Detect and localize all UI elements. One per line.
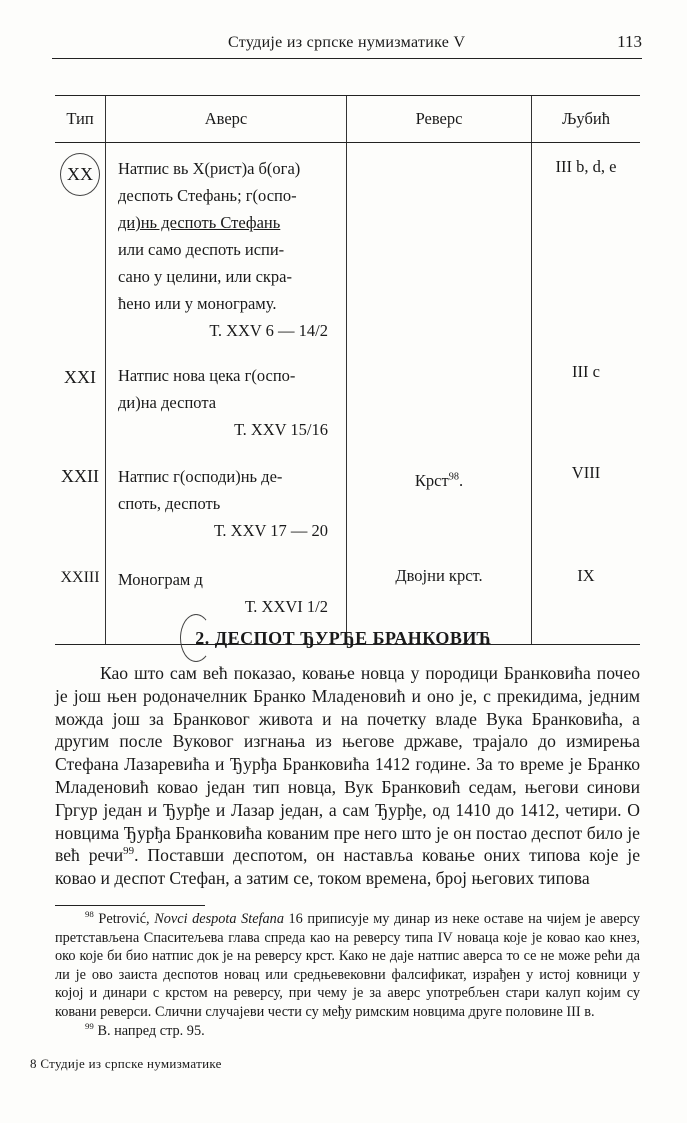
footnote-text: В. напред стр. 95. <box>97 1022 205 1039</box>
ljubic-cell: III b, d, e <box>532 143 641 363</box>
page-number: 113 <box>617 32 642 51</box>
tip-value: XXII <box>61 466 99 486</box>
revers-punct: . <box>458 471 464 490</box>
avers-cell <box>106 362 347 463</box>
body-paragraph <box>55 662 640 890</box>
avers-line: деспоть Стефань; г(оспо- <box>118 186 297 205</box>
plate-reference: Т. XXV 17 — 20 <box>213 521 328 540</box>
table-row <box>55 143 640 363</box>
tip-cell <box>55 143 106 363</box>
running-title: Студије из српске нумизматике V <box>228 34 466 51</box>
tip-value: XXI <box>64 367 96 387</box>
running-header <box>52 32 642 59</box>
avers-line: Натпис г(осподи)нь де- <box>118 467 283 486</box>
ljubic-cell: IX <box>532 566 641 645</box>
ljubic-cell: VIII <box>532 463 641 566</box>
col-header-revers: Реверс <box>347 96 532 143</box>
footnote-ref: 99 <box>123 845 135 858</box>
footnote-98 <box>55 910 640 1022</box>
avers-line: ди)нь деспоть Стефань <box>118 213 281 232</box>
avers-line: сано у целини, или скра- <box>118 267 292 286</box>
footnote-number: 99 <box>85 1020 94 1031</box>
avers-line: или само деспоть испи- <box>118 240 285 259</box>
footnote-text: 16 приписује му динар из неке оставе на чијем је аверсу претстављена Спаситељева глава спреда као на реверсу типа IV новаца које је ковао као кнез, око које би био натпис док је на реверсу крст. Како не даје натпис аверса то се не може рећи да ли је ово заиста деспотов новац или средњевековни фалсификат, израђен у истој ковници у којој и динари с крстом на реверсу, при чему је за аверс употребљен стари калуп којим су ковани реверси. Слични случајеви чести су међу римским новцима друге половине III в. <box>55 911 641 1020</box>
col-header-avers: Аверс <box>106 96 347 143</box>
revers-cell <box>347 143 532 363</box>
ljubic-cell: III c <box>532 362 641 463</box>
revers-text: Крст <box>414 471 449 490</box>
footnote-rule <box>55 905 205 906</box>
section-title: 2. ДЕСПОТ ЂУРЂЕ БРАНКОВИЋ <box>195 628 492 648</box>
footnote-99 <box>55 1022 640 1041</box>
revers-cell <box>347 362 532 463</box>
col-header-ljubic: Љубић <box>532 96 641 143</box>
plate-reference: Т. XXV 15/16 <box>234 420 328 439</box>
tip-value: XXIII <box>60 569 100 586</box>
avers-cell <box>106 143 347 363</box>
footnote-work-title: Novci despota Stefana <box>154 911 284 927</box>
col-header-tip: Тип <box>55 96 106 143</box>
avers-line: ди)на деспота <box>118 393 217 412</box>
body-text-part2: . Поставши деспотом, он наставља ковање оних типова које је ковао и деспот Стефан, а затим се, током времена, број његових типова <box>55 845 641 889</box>
avers-line: Монограм д <box>118 570 203 589</box>
footnote-ref: 98 <box>448 471 459 483</box>
avers-line: Натпис нова цека г(оспо- <box>118 366 296 385</box>
footnote-author: Petrović, <box>98 911 150 927</box>
coin-types-table <box>55 95 640 645</box>
tip-cell <box>55 362 106 463</box>
printer-signature: 8 Студије из српске нумизматике <box>30 1056 222 1071</box>
revers-cell <box>347 463 532 566</box>
revers-cell: Двојни крст. <box>347 566 532 645</box>
footnote-number: 98 <box>85 909 94 920</box>
body-text-part1: Као што сам већ показао, ковање новца у породици Бранковића почео је још њен родоначелник Бранко Младеновић и оно је, с прекидима, једним можда још за Бранковог живота и на почетку владе Вука Бранковића, а другим после Вуковог изгнања из његове државе, трајало до измирења Стефана Лазаревића и Ђурђа Бранковића 1412 године. За то време је Бранко Младеновић ковао један тип новца, Вук Бранковић седам, његови синови Гргур један и Ђурђе и Лазар један, а сам Ђурђе, од 1410 до 1412, четири. О новцима Ђурђа Бранковића кованим пре него што је он постао деспот било је већ речи <box>55 663 640 866</box>
avers-line: ћено или у монограму. <box>118 294 277 313</box>
avers-line: споть, деспоть <box>118 494 221 513</box>
plate-reference: Т. XXV 6 — 14/2 <box>209 321 328 340</box>
footnotes <box>55 910 640 1040</box>
table-row <box>55 463 640 566</box>
plate-reference: Т. XXVI 1/2 <box>244 597 328 616</box>
tip-cell <box>55 463 106 566</box>
tip-value: XX <box>60 153 100 196</box>
table-row <box>55 362 640 463</box>
table-header-row <box>55 96 640 143</box>
avers-line: Натпис вь Х(рист)а б(ога) <box>118 159 301 178</box>
avers-cell <box>106 463 347 566</box>
